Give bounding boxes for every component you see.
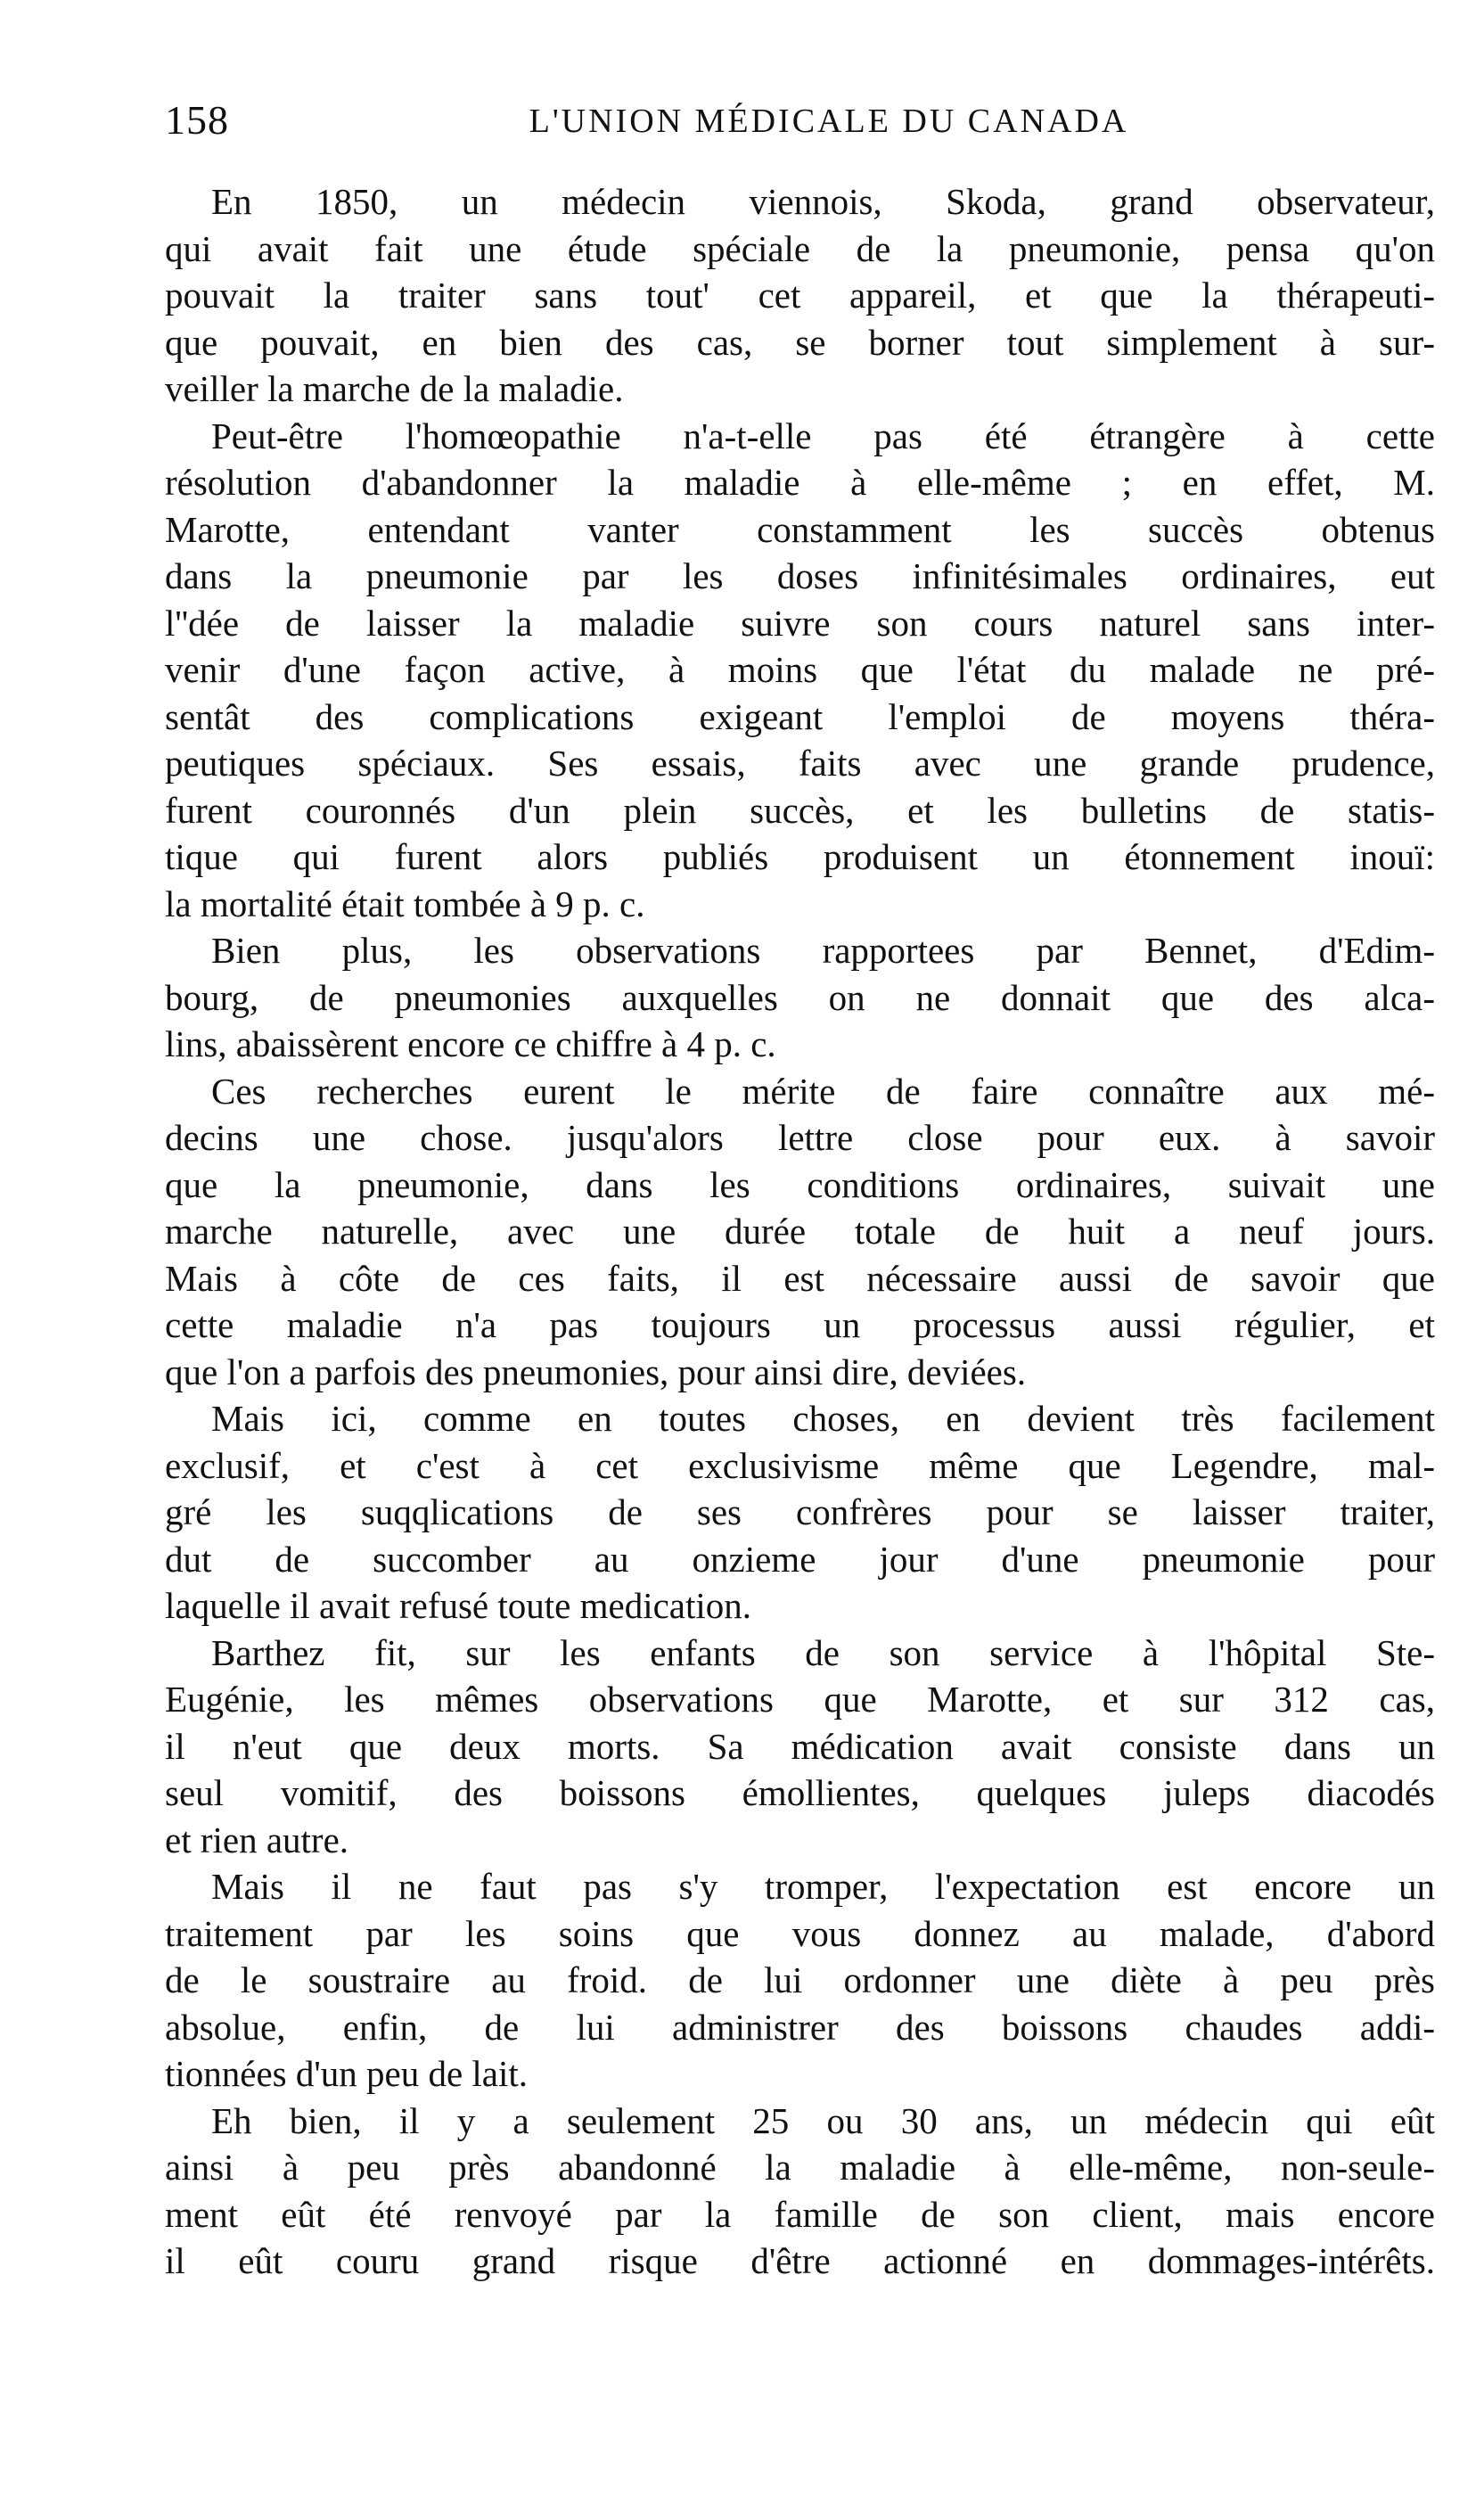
text-line: seul vomitif, des boissons émollientes, quelques juleps diacodés [165,1772,1435,1813]
text-line: que l'on a parfois des pneumonies, pour ainsi dire, deviées. [165,1351,1027,1392]
text-line: gré les suqqlications de ses confrères pour se laisser traiter, [165,1491,1435,1532]
text-line: résolution d'abandonner la maladie à elle-même ; en effet, M. [165,462,1435,503]
text-line: dut de succomber au onzieme jour d'une pneumonie pour [165,1538,1435,1580]
text-line: Mais il ne faut pas s'y tromper, l'expectation est encore un [211,1866,1435,1907]
text-line: veiller la marche de la maladie. [165,368,624,409]
text-line: exclusif, et c'est à cet exclusivisme même que Legendre, mal- [165,1444,1435,1486]
text-line: pouvait la traiter sans tout' cet appareil, et que la thérapeuti- [165,275,1435,316]
text-line: Marotte, entendant vanter constamment les succès obtenus [165,508,1435,550]
text-line: ainsi à peu près abandonné la maladie à elle-même, non-seule- [165,2147,1435,2188]
text-line: qui avait fait une étude spéciale de la pneumonie, pensa qu'on [165,227,1435,269]
text-line: de le soustraire au froid. de lui ordonner une diète à peu près [165,1959,1435,2000]
text-line: laquelle il avait refusé toute medication. [165,1585,752,1626]
text-line: Ces recherches eurent le mérite de faire connaître aux mé- [211,1070,1435,1112]
journal-title: L'UNION MÉDICALE DU CANADA [529,103,1129,140]
text-line: tique qui furent alors publiés produisent un étonnement inouï: [165,836,1435,877]
text-line: peutiques spéciaux. Ses essais, faits avec une grande prudence, [165,743,1435,784]
text-line: ment eût été renvoyé par la famille de son client, mais encore [165,2193,1435,2235]
text-line: Peut-être l'homœopathie n'a-t-elle pas été étrangère à cette [211,415,1435,456]
text-line: Eugénie, les mêmes observations que Marotte, et sur 312 cas, [165,1679,1435,1720]
text-line: bourg, de pneumonies auxquelles on ne donnait que des alca- [165,976,1435,1018]
body-text [165,178,1435,2285]
text-line: tionnées d'un peu de lait. [165,2053,529,2094]
text-line: venir d'une façon active, à moins que l'état du malade ne pré- [165,649,1435,690]
text-line: decins une chose. jusqu'alors lettre close pour eux. à savoir [165,1117,1435,1158]
text-line: Mais ici, comme en toutes choses, en devient très facilement [211,1398,1435,1439]
text-line: que la pneumonie, dans les conditions ordinaires, suivait une [165,1163,1435,1205]
text-line: Eh bien, il y a seulement 25 ou 30 ans, un médecin qui eût [211,2099,1435,2141]
text-line: sentât des complications exigeant l'emploi de moyens théra- [165,695,1435,737]
text-line: cette maladie n'a pas toujours un processus aussi régulier, et [165,1304,1435,1345]
text-line: En 1850, un médecin viennois, Skoda, grand observateur, [211,181,1435,222]
text-line: il n'eut que deux morts. Sa médication avait consiste dans un [165,1725,1435,1767]
text-line: et rien autre. [165,1819,349,1860]
text-line: Barthez fit, sur les enfants de son service à l'hôpital Ste- [211,1631,1435,1673]
text-line: marche naturelle, avec une durée totale de huit a neuf jours. [165,1211,1435,1252]
text-line: lins, abaissèrent encore ce chiffre à 4 p. c. [165,1023,776,1064]
text-line: dans la pneumonie par les doses infinitésimales ordinaires, eut [165,555,1435,596]
text-line: traitement par les soins que vous donnez au malade, d'abord [165,1912,1435,1954]
text-line: il eût couru grand risque d'être actionné en dommages-intérêts. [165,2240,1435,2281]
running-head [165,96,1439,150]
text-line: la mortalité était tombée à 9 p. c. [165,883,645,924]
text-line: Bien plus, les observations rapportees par Bennet, d'Edim- [211,930,1435,971]
text-line: l''dée de laisser la maladie suivre son cours naturel sans inter- [165,602,1435,644]
page-number: 158 [165,97,229,143]
text-line: Mais à côte de ces faits, il est nécessaire aussi de savoir que [165,1257,1435,1299]
text-line: absolue, enfin, de lui administrer des boissons chaudes addi- [165,2006,1435,2048]
text-line: furent couronnés d'un plein succès, et les bulletins de statis- [165,789,1435,831]
text-line: que pouvait, en bien des cas, se borner tout simplement à sur- [165,321,1435,363]
